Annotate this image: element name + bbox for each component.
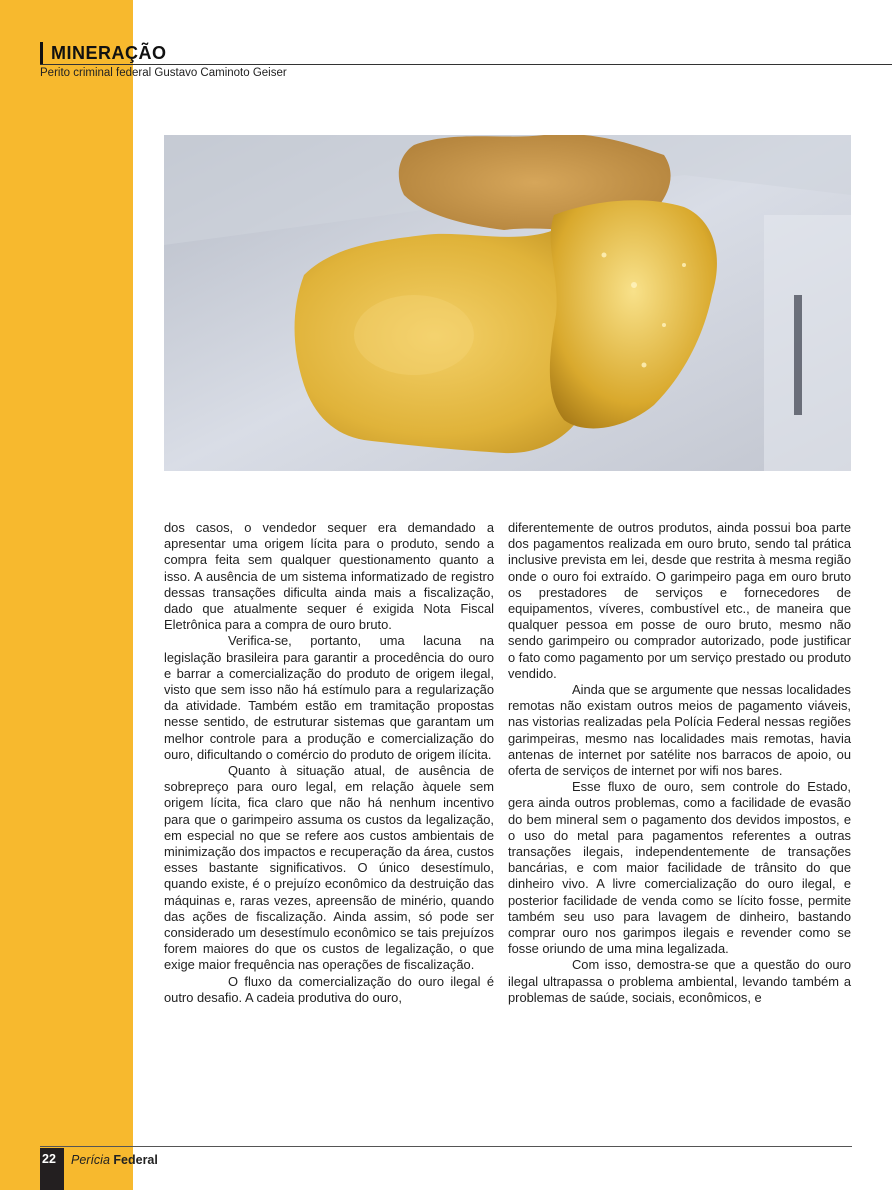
footer-brand (71, 1153, 158, 1167)
text-column-right (508, 520, 851, 1006)
paragraph: Ainda que se argumente que nessas localidades remotas não existam outros meios de pagamento viáveis, nas vistorias realizadas pela Polícia Federal nessas regiões garimpeiras, mesmo nas localidades mais remotas, havia antenas de internet por satélite nos barracos de apoio, ou oferta de serviços de internet por wifi nos bares. (508, 682, 851, 779)
page-number: 22 (42, 1152, 56, 1166)
paragraph: Esse fluxo de ouro, sem controle do Estado, gera ainda outros problemas, como a facilidade de evasão do bem mineral sem o pagamento dos devidos impostos, e o uso do metal para pagamentos referentes a outras transações ilegais, independentemente de transações bancárias, e com maior facilidade de trânsito do que dinheiro vivo. A livre comercialização do ouro ilegal, e posterior facilidade de venda como se lícito fosse, permite também seu uso para lavagem de dinheiro, bastando comprar ouro nos garimpos ilegais e revender como se fosse oriundo de uma mina legalizada. (508, 779, 851, 957)
orange-side-bar (0, 0, 133, 1190)
section-title: MINERAÇÃO (40, 42, 892, 64)
brand-bold: Federal (113, 1153, 158, 1167)
brand-regular: Perícia (71, 1153, 114, 1167)
footer-divider (40, 1146, 852, 1147)
gold-nugget-photo (164, 135, 851, 471)
paragraph: Quanto à situação atual, de ausência de sobrepreço para ouro legal, em relação àquele sem origem lícita, fica claro que não há nenhum incentivo para que o garimpeiro assuma os custos da legalização, em especial no que se refere aos custos ambientais de minimização dos impactos e recuperação da área, custos esses bastante significativos. O único desestímulo, quando existe, é o prejuízo econômico da destruição das máquinas e, raras vezes, apreensão de minério, quando das ações de fiscalização. Ainda assim, só pode ser considerado um desestímulo econômico se tais prejuízos forem maiores do que os custos de legalização, o que exige maior frequência nas operações de fiscalização. (164, 763, 494, 973)
gold-nugget-image (164, 135, 851, 471)
text-column-left (164, 520, 494, 1006)
paragraph: Com isso, demostra-se que a questão do ouro ilegal ultrapassa o problema ambiental, levando também a problemas de saúde, sociais, econômicos, e (508, 957, 851, 1005)
title-divider (40, 64, 892, 65)
paragraph: O fluxo da comercialização do ouro ilegal é outro desafio. A cadeia produtiva do ouro, (164, 973, 494, 1005)
author-byline: Perito criminal federal Gustavo Caminoto Geiser (40, 67, 287, 79)
paragraph: dos casos, o vendedor sequer era demandado a apresentar uma origem lícita para o produto, sendo a compra feita sem qualquer questionamento quanto a isso. A ausência de um sistema informatizado de registro dessas transações dificulta ainda mais a fiscalização, dado que atualmente sequer é exigida Nota Fiscal Eletrônica para a compra de ouro bruto. (164, 520, 494, 633)
paragraph: Verifica-se, portanto, uma lacuna na legislação brasileira para garantir a procedência do ouro e barrar a comercialização do produto de origem ilegal, visto que sem isso não há estímulo para a regularização da atividade. Também estão em tramitação propostas nesse sentido, de estruturar sistemas que garantam um melhor controle para a produção e comercialização do ouro, dificultando o comércio do produto de origem ilícita. (164, 633, 494, 762)
paragraph: diferentemente de outros produtos, ainda possui boa parte dos pagamentos realizada em ouro bruto, sendo tal prática inclusive prevista em lei, desde que restrita à mesma região onde o ouro foi extraído. O garimpeiro paga em ouro bruto os prestadores de serviços e fornecedores de equipamentos, víveres, combustível etc., de maneira que qualquer pessoa em posse de ouro bruto, mesmo não sendo garimpeiro ou comprador autorizado, pode justificar o fato como pagamento por um serviço prestado ou produto vendido. (508, 520, 851, 681)
